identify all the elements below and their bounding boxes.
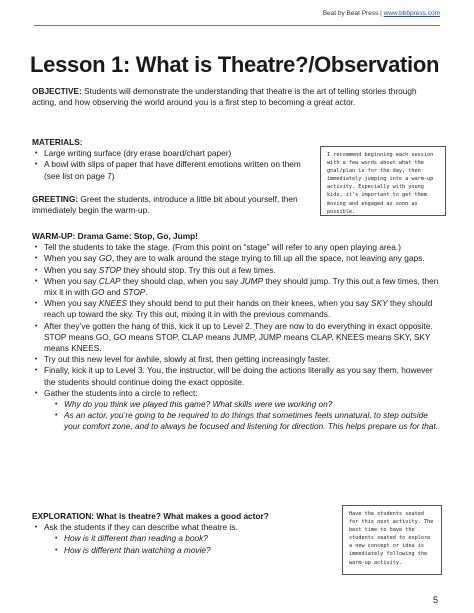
side-note-seated: Have the students seated for this next activity. The best time to have the students seated to explore a new concept or idea is immediately following the warm-up activity. [342,505,442,575]
warmup-step: • Try out this new level for awhile, slowly at first, then getting increasingly faster. [32,354,444,365]
warmup-step: • Tell the students to take the stage. (From this point on “stage” will refer to any open playing area.) [32,242,444,253]
exploration-section [32,511,342,556]
header-divider [34,25,440,26]
reflection-question: • As an actor, you’re going to be required to do things that sometimes feels unnatural, to step outside your comfort zone, and to always be focused and listening for direction. This helps prepare us for that. [44,410,444,432]
exploration-item: • Ask the students if they can describe what theatre is. • How is it different than reading a book? • How is different than watching a movie? [32,522,342,556]
materials-item: • Large writing surface (dry erase board/chart paper) [32,148,312,159]
reflection-question: • Why do you think we played this game? What skills were we working on? [44,399,444,410]
warmup-step: • When you say KNEES they should bend to put their hands on their knees, when you say SKY they should reach up toward the sky. Try this out, mixing it in with the previous commands. [32,298,444,320]
objective-section [32,86,442,108]
website-link[interactable]: www.bbbpress.com [383,10,440,17]
warmup-step: • After they’ve gotten the hang of this, kick it up to Level 2. They are now to do everything in exact opposite. STOP means GO, GO means STOP, CLAP means JUMP, JUMP means CLAP, KNEES means SKY, SKY means KNEES. [32,321,444,355]
exploration-question: • How is it different than reading a book? [44,533,342,544]
warmup-label: WARM-UP: Drama Game: Stop, Go, Jump! [32,231,198,241]
greeting-label: GREETING: [32,194,79,204]
materials-label: MATERIALS: [32,137,83,147]
exploration-question: • How is different than watching a movie? [44,545,342,556]
materials-item: • A bowl with slips of paper that have different emotions written on them (see list on page 7) [32,159,312,181]
warmup-step: • When you say GO, they are to walk around the stage trying to fill up all the space, not leaving any gaps. [32,253,444,264]
greeting-section [32,194,314,216]
side-note-beginning: I recommend beginning each session with a few words about what the goal/plan is for the day, then immediately jumping into a warm-up activity. Especially with young kids, it’s important to get them moving and engaged as soon as possible. [320,146,446,216]
warmup-step: • When you say CLAP they should clap, when you say JUMP they should jump. Try this out a few times, then mix it in with GO and STOP. [32,276,444,298]
warmup-step: • When you say STOP they should stop. Try this out a few times. [32,265,444,276]
warmup-step: • Gather the students into a circle to reflect: • Why do you think we played this game? What skills were we working on? • As an actor, you’re going to be required to do things that sometimes feels unnatural, to step outside your comfort zone, and to always be focused and listening for direction. This helps prepare us for that. [32,388,444,433]
publisher-name: Beat by Beat Press | [322,10,384,17]
exploration-label: EXPLORATION: What is theatre? What makes a good actor? [32,511,269,521]
materials-section [32,137,312,182]
warmup-section [32,231,444,433]
objective-text: Students will demonstrate the understanding that theatre is the art of telling stories through acting, and how observing the world around you is a first step to becoming a great actor. [32,86,417,108]
warmup-step: • Finally, kick it up to Level 3. You, the instructor, will be doing the actions literally as you say them, however the students should continue doing the exact opposite. [32,365,444,387]
page-header [323,10,440,17]
page-number: 5 [432,595,438,605]
objective-label: OBJECTIVE: [32,86,82,96]
greeting-text: Greet the students, introduce a little bit about yourself, then immediately begin the warm-up. [32,194,298,216]
lesson-title: Lesson 1: What is Theatre?/Observation [30,52,440,77]
